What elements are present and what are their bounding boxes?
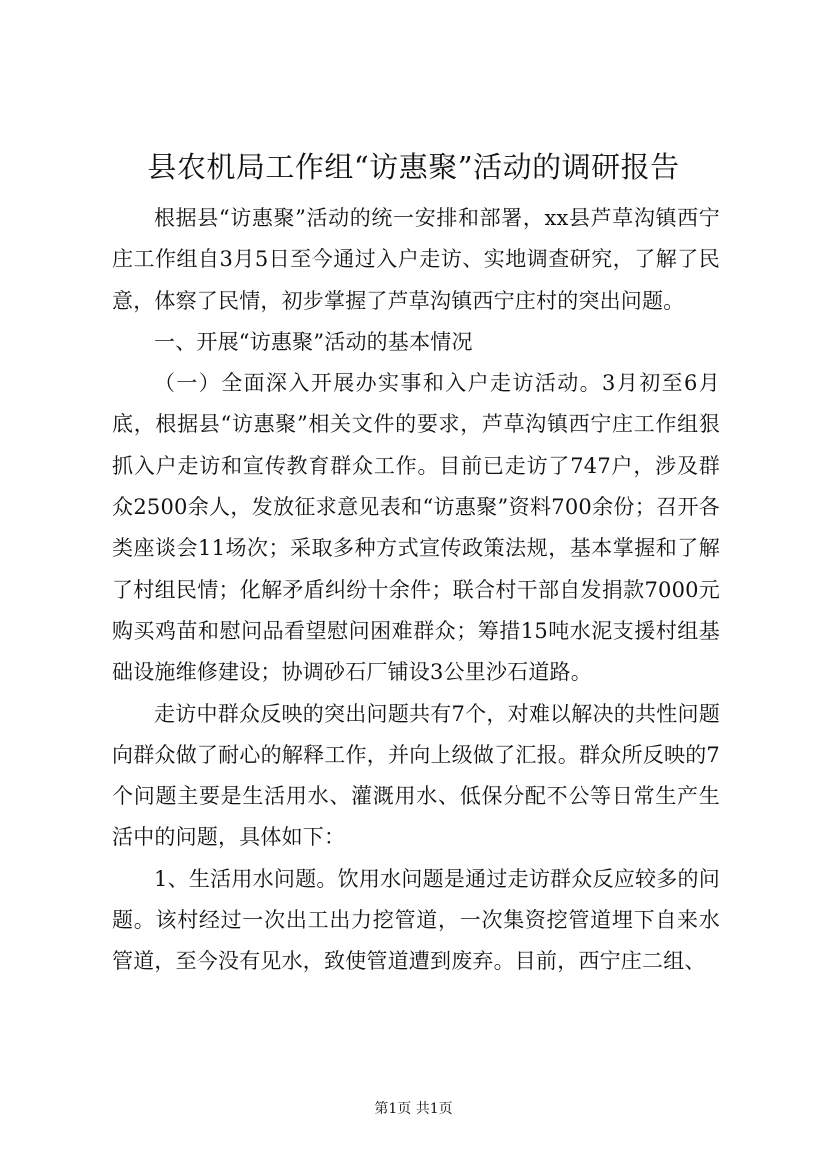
paragraph-water-issue: 1、生活用水问题。饮用水问题是通过走访群众反应较多的问题。该村经过一次出工出力挖管道，一次集资挖管道埋下自来水管道，至今没有见水，致使管道遭到废弃。目前，西宁庄二组、: [112, 866, 720, 974]
paragraph-issues-summary: 走访中群众反映的突出问题共有7个，对难以解决的共性问题向群众做了耐心的解释工作，并向上级做了汇报。群众所反映的7个问题主要是生活用水、灌溉用水、低保分配不公等日常生产生活中的问题，具体如下：: [112, 701, 720, 850]
document-title: 县农机局工作组“访惠聚”活动的调研报告: [147, 150, 680, 184]
paragraph-activities: （一）全面深入开展办实事和入户走访活动。3月初至6月底，根据县“访惠聚”相关文件的要求，芦草沟镇西宁庄工作组狠抓入户走访和宣传教育群众工作。目前已走访了747户，涉及群众2500余人，发放征求意见表和“访惠聚”资料700余份；召开各类座谈会11场次；采取多种方式宣传政策法规，基本掌握和了解了村组民情；化解矛盾纠纷十余件；联合村干部自发捐款7000元购买鸡苗和慰问品看望慰问困难群众；筹措15吨水泥支援村组基础设施维修建设；协调砂石厂铺设3公里沙石道路。: [112, 371, 720, 685]
page-footer: 第1页 共1页: [374, 1101, 453, 1117]
document-body: [112, 198, 720, 983]
section-heading-1: 一、开展“访惠聚”活动的基本情况: [154, 329, 473, 354]
paragraph-intro: 根据县“访惠聚”活动的统一安排和部署，xx县芦草沟镇西宁庄工作组自3月5日至今通过入户走访、实地调查研究，了解了民意，体察了民情，初步掌握了芦草沟镇西宁庄村的突出问题。: [112, 206, 720, 313]
